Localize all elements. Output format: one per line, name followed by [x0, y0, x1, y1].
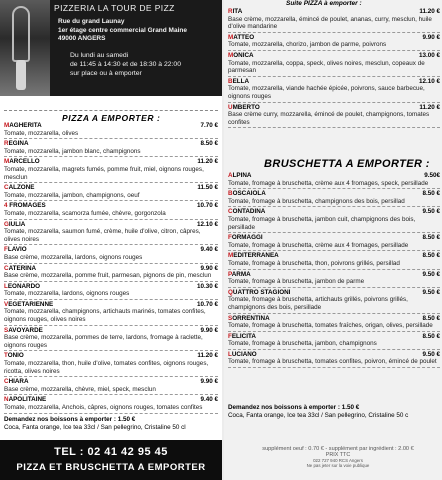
item-divider	[4, 376, 218, 377]
menu-item-name: CHIARA	[4, 378, 29, 386]
item-divider	[228, 32, 440, 33]
address-line: Rue du grand Launay	[58, 18, 125, 25]
menu-item-name: MAGHERITA	[4, 122, 42, 129]
menu-item	[4, 396, 218, 413]
menu-item-header	[228, 172, 440, 180]
pizza-section-title: PIZZA A EMPORTER :	[62, 113, 161, 123]
rcs-note: 022 727 940 RCS Angers	[313, 458, 363, 463]
menu-item-header	[228, 252, 440, 260]
menu-item-price: 8.50 €	[422, 332, 440, 340]
item-divider	[228, 313, 440, 314]
drinks-block	[4, 416, 218, 432]
menu-item-name: 4 FROMAGES	[4, 202, 46, 210]
item-divider	[228, 206, 440, 207]
menu-item-name: FORMAGGI	[228, 234, 263, 242]
menu-item-description: Tomate, mozzarella, jambon blanc, champignons	[4, 147, 141, 155]
menu-item-name: CONTADINA	[228, 208, 266, 216]
menu-item-price: 12.10 €	[418, 77, 440, 85]
menu-item	[4, 202, 218, 219]
menu-item	[4, 184, 218, 201]
menu-item-header	[4, 184, 218, 192]
menu-item-header	[4, 122, 218, 130]
menu-item-description: Tomate, mozzarella, Anchois, câpres, oignons rouges, tomates confites	[4, 404, 203, 411]
menu-item-name: CATERINA	[4, 264, 37, 272]
menu-item	[4, 265, 218, 282]
menu-item-header	[4, 352, 218, 360]
menu-item-price: 11.50 €	[197, 184, 218, 192]
pizza-list-continued	[228, 8, 440, 129]
drinks-block-right	[228, 404, 440, 420]
menu-item-header	[4, 301, 218, 309]
item-divider	[4, 182, 218, 183]
menu-item-header	[228, 234, 440, 242]
menu-item-description: Tomate, fromage à bruschetta, jambon cuit, champignons des bois, persillade	[228, 215, 416, 231]
menu-item	[4, 246, 218, 263]
menu-item-name: LEONARDO	[4, 282, 41, 290]
menu-item-price: 8.50 €	[200, 140, 218, 148]
menu-item-description: Tomate, fromage à bruschetta, tomates fraîches, origan, olives, persillade	[228, 322, 433, 330]
supplements-note: supplément oeuf : 0.70 € - supplément par ingrédient : 2.00 €	[262, 446, 414, 452]
item-divider	[4, 219, 218, 220]
menu-item	[4, 158, 218, 183]
menu-item-price: 10.30 €	[196, 282, 218, 290]
menu-item	[228, 104, 440, 129]
menu-item-price: 8.50 €	[422, 252, 440, 260]
menu-item-name: ALPINA	[228, 172, 252, 179]
menu-item-description: Tomate, mozzarella, saumon fumé, crème, huile d'olive, citron, câpres, olives noires	[4, 228, 201, 243]
restaurant-name: PIZZERIA LA TOUR DE PIZZ	[54, 3, 175, 13]
item-divider	[4, 413, 218, 414]
menu-item-price: 9.50€	[424, 172, 440, 179]
menu-item-description: Base crème, mozzarella, pommes de terre, lardons, fromage à raclette, oignons rouges	[4, 334, 203, 349]
menu-item	[4, 352, 218, 377]
menu-item-header	[228, 78, 440, 86]
menu-item	[228, 289, 440, 314]
item-divider	[4, 156, 218, 157]
menu-item-name: QUATTRO STAGIONI	[228, 288, 291, 296]
menu-item-name: CALZONE	[4, 184, 35, 192]
item-divider	[228, 287, 440, 288]
item-divider	[228, 367, 440, 368]
menu-item-header	[228, 104, 440, 112]
menu-item-header	[228, 315, 440, 323]
menu-item-price: 9.90 €	[200, 378, 218, 386]
menu-item-price: 9.90 €	[200, 326, 218, 334]
menu-item-price: 12.10 €	[196, 220, 218, 228]
menu-item	[228, 52, 440, 77]
menu-item-description: Tomate, mozzarella, olives	[4, 129, 79, 137]
hours-line: Du lundi au samedi	[70, 51, 129, 59]
menu-item-description: Base crème, mozzarella, chèvre, miel, speck, mesclun	[4, 385, 156, 393]
menu-item-name: MATTEO	[228, 33, 255, 41]
item-divider	[4, 299, 218, 300]
item-divider	[4, 200, 218, 201]
menu-item-description: Tomate, fromage à bruschetta, jambon, champignons	[228, 340, 377, 348]
menu-item-price: 9.50 €	[422, 350, 440, 358]
menu-item-name: MEDITERRANEA	[228, 252, 279, 260]
menu-item-name: TONIO	[4, 352, 24, 360]
menu-item-header	[228, 333, 440, 341]
menu-item	[228, 252, 440, 269]
menu-item-price: 9.50 €	[422, 270, 440, 278]
item-divider	[228, 250, 440, 251]
drinks-title: Demandez nos boissons à emporter : 1.50 €	[4, 416, 136, 423]
menu-item-name: VEGETARIENNE	[4, 300, 54, 308]
menu-item-price: 9.40 €	[200, 396, 218, 404]
item-divider	[228, 188, 440, 189]
menu-item-header	[228, 8, 440, 16]
menu-item	[228, 190, 440, 207]
menu-item-name: BOSCAIOLA	[228, 190, 266, 198]
menu-item	[4, 327, 218, 352]
menu-item-header	[228, 289, 440, 297]
menu-item-price: 10.70 €	[196, 300, 218, 308]
menu-item-description: Tomate, fromage à bruschetta, champignons des bois, persillad	[228, 197, 405, 205]
menu-item-name: GIULIA	[4, 220, 26, 228]
drinks-list: Coca, Fanta orange, Ice tea 33cl / San pellegrino, Cristaline 50 c	[228, 412, 409, 419]
menu-item-description: Tomate, fromage à bruschetta, thon, poivrons grillés, persillad	[228, 259, 400, 267]
menu-item	[4, 378, 218, 395]
suite-pizza-title: Suite PIZZA à emporter :	[286, 0, 362, 7]
menu-item-description: Tomate, mozzarella, scamorza fumée, chèvre, gorgonzola	[4, 209, 166, 217]
menu-item-price: 13.00 €	[418, 51, 440, 59]
menu-item-name: FLAVIO	[4, 246, 27, 254]
hours-line: de 11:45 à 14:30 et de 18:30 à 22:00	[70, 60, 181, 68]
utensil-handle-icon	[16, 60, 26, 90]
menu-item-price: 11.20 €	[419, 8, 440, 15]
drinks-list: Coca, Fanta orange, Ice tea 33cl / San pellegrino, Cristaline 50 cl	[4, 424, 186, 431]
menu-item	[228, 351, 440, 368]
menu-item-name: BELLA	[228, 77, 250, 85]
item-divider	[228, 127, 440, 128]
menu-item-header	[4, 246, 218, 254]
menu-item-name: SAVOYARDE	[4, 326, 43, 334]
menu-item	[4, 140, 218, 157]
item-divider	[4, 138, 218, 139]
menu-item-description: Tomate, mozzarella, chorizo, jambon de parme, poivrons	[228, 41, 387, 49]
menu-item	[228, 333, 440, 350]
right-panel	[224, 0, 442, 480]
phone-number: TEL : 02 41 42 95 45	[54, 446, 168, 458]
kitchen-utensils-photo	[0, 0, 50, 96]
menu-item-header	[228, 52, 440, 60]
menu-item-header	[4, 378, 218, 386]
menu-item	[228, 234, 440, 251]
header-text	[54, 3, 220, 78]
menu-item-description: Base crème, mozzarella, lardons, oignons rouges	[4, 253, 143, 261]
item-divider	[4, 350, 218, 351]
fineprint	[238, 446, 438, 468]
bruschetta-list	[228, 172, 440, 369]
address-block	[58, 18, 220, 44]
footer-slogan: PIZZA ET BRUSCHETTA A EMPORTER	[16, 462, 206, 473]
menu-item-name: FELICITA	[228, 332, 256, 340]
menu-item-name: NAPOLITAINE	[4, 396, 47, 404]
menu-item-header	[4, 140, 218, 148]
menu-item-price: 9.90 €	[200, 264, 218, 272]
menu-item-description: Tomate, mozzarella, coppa, speck, olives noires, mesclun, copeaux de parmesan	[228, 59, 425, 75]
menu-item-description: Tomate, fromage à bruschetta, crème aux 4 fromages, speck, persillade	[228, 179, 429, 187]
drinks-title: Demandez nos boissons à emporter : 1.50 €	[228, 404, 360, 411]
menu-item-price: 9.50 €	[422, 208, 440, 216]
menu-item-price: 9.90 €	[422, 33, 440, 41]
item-divider	[4, 325, 218, 326]
menu-item-description: Tomate, mozzarella, lardons, oignons rouges	[4, 290, 130, 298]
menu-item-name: UMBERTO	[228, 103, 260, 111]
menu-item-name: REGINA	[4, 140, 29, 148]
address-line: 1er étage centre commercial Grand Maine	[58, 26, 187, 34]
menu-item-price: 11.20 €	[419, 103, 440, 111]
menu-item	[4, 122, 218, 139]
menu-item-name: MONICA	[228, 51, 254, 59]
item-divider	[228, 76, 440, 77]
item-divider	[4, 394, 218, 395]
menu-item	[228, 34, 440, 51]
item-divider	[4, 244, 218, 245]
item-divider	[228, 269, 440, 270]
menu-item-name: SORRENTINA	[228, 314, 270, 322]
item-divider	[228, 232, 440, 233]
footer-banner	[0, 440, 222, 480]
menu-item-price: 11.20 €	[197, 352, 218, 360]
menu-item-header	[4, 221, 218, 229]
menu-item-description: Tomate, mozzarella, jambon, champignons, oeuf	[4, 191, 140, 199]
menu-item-header	[228, 351, 440, 359]
menu-item-header	[228, 34, 440, 42]
menu-item-price: 8.50 €	[422, 234, 440, 242]
menu-item	[228, 315, 440, 332]
menu-item-price: 10.70 €	[196, 202, 218, 210]
menu-item-name: PARMA	[228, 270, 251, 278]
menu-item-header	[228, 208, 440, 216]
menu-item-price: 8.50 €	[422, 314, 440, 322]
whisk-icon	[12, 6, 30, 62]
menu-item-header	[228, 190, 440, 198]
menu-item-description: Tomate, fromage à bruschetta, crème aux 4 fromages, persillade	[228, 241, 409, 249]
menu-item-description: Tomate, mozzarella, thon, huile d'olive, tomates confites, oignons rouges, ricotta, olives noires	[4, 360, 209, 375]
menu-item-description: Tomate, fromage à bruschetta, jambon de parme	[228, 278, 365, 286]
menu-item	[228, 172, 440, 189]
menu-item-price: 8.50 €	[422, 190, 440, 198]
menu-item-price: 9.50 €	[422, 288, 440, 296]
menu-item-description: Tomate, fromage à bruschetta, artichauts grillés, poivrons grillés, champignons des bois, persillade	[228, 296, 408, 311]
menu-item-name: LUCIANO	[228, 350, 257, 358]
menu-item-header	[4, 158, 218, 166]
menu-item-header	[4, 202, 218, 210]
menu-item-header	[4, 396, 218, 404]
section-divider	[4, 110, 218, 111]
menu-item	[228, 8, 440, 33]
menu-item	[4, 283, 218, 300]
menu-item	[228, 78, 440, 103]
menu-item-price: 7.70 €	[200, 122, 218, 129]
litter-note: Ne pas jeter sur la voie publique	[306, 463, 370, 468]
header-banner	[0, 0, 222, 96]
item-divider	[228, 349, 440, 350]
menu-item-header	[228, 271, 440, 279]
menu-item-price: 11.20 €	[197, 158, 218, 166]
menu-item-header	[4, 327, 218, 335]
menu-item-price: 9.40 €	[200, 246, 218, 254]
menu-item	[4, 301, 218, 326]
opening-hours	[70, 51, 220, 78]
menu-item-description: Tomate, mozzarella, magrets fumés, pomme fruit, miel, oignons rouges, mesclun	[4, 165, 204, 181]
menu-item-description: Base crème curry, mozzarella, émincé de poulet, champignons, tomates confites	[228, 111, 430, 126]
menu-item	[228, 208, 440, 233]
item-divider	[4, 281, 218, 282]
menu-item-description: Tomate, fromage à bruschetta, tomates confites, poivron, émincé de poulet	[228, 358, 437, 366]
hours-line: sur place ou à emporter	[70, 69, 142, 77]
pizza-list	[4, 122, 218, 415]
menu-item-description: Tomate, mozzarella, champignons, artichauts marinés, tomates confites, oignons rouges, olives noires	[4, 308, 206, 324]
menu-item	[228, 271, 440, 288]
item-divider	[228, 102, 440, 103]
bruschetta-section-title: BRUSCHETTA A EMPORTER :	[264, 158, 430, 170]
address-line: 49000 ANGERS	[58, 35, 106, 42]
menu-item-description: Base crème, mozzarella, pomme fruit, parmesan, pignons de pin, mesclun	[4, 272, 212, 280]
menu-item-name: MARCELLO	[4, 158, 40, 166]
menu-item-description: Tomate, mozzarella, viande hachée épicée, poivrons, sauce barbecue, oignons rouges	[228, 85, 425, 100]
menu-item	[4, 221, 218, 246]
item-divider	[4, 263, 218, 264]
menu-item-header	[4, 283, 218, 291]
item-divider	[228, 331, 440, 332]
menu-item-header	[4, 265, 218, 273]
menu-item-description: Base crème, mozzarella, émincé de poulet, ananas, curry, mesclun, huile d'olive mandarine	[228, 15, 432, 31]
price-ttc-note: PRIX TTC	[325, 452, 351, 458]
item-divider	[228, 50, 440, 51]
menu-item-name: RITA	[228, 8, 243, 15]
